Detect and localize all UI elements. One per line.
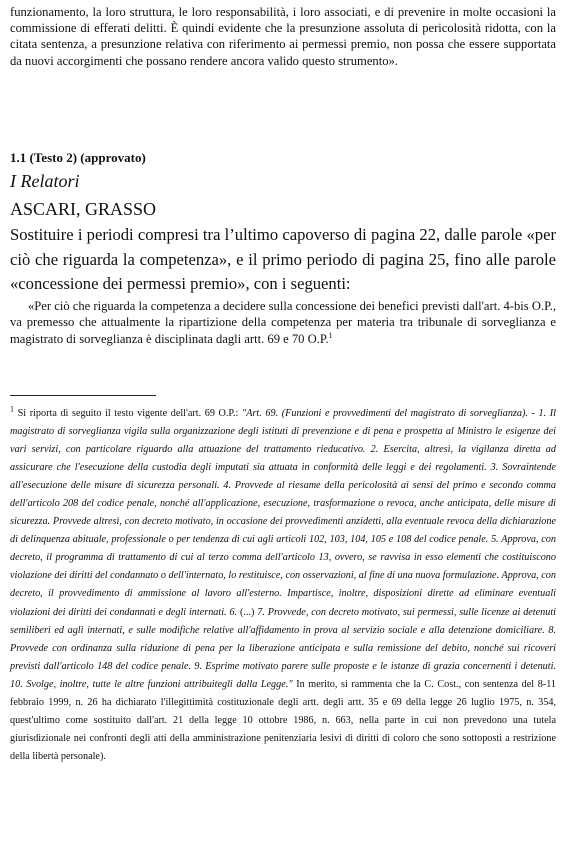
relatori-names: ASCARI, GRASSO bbox=[10, 199, 157, 219]
footnote-separator bbox=[10, 395, 156, 396]
relatori-label: I Relatori bbox=[10, 171, 80, 191]
footnote-quoted-text-continued: 7. Provvede, con decreto motivato, sui permessi, sulle licenze ai detenuti semiliberi ed agli internati, e sulle modifiche relative all'affidamento in prova al servizio sociale e alla detenzione domiciliare. 8. Provvede con ordinanza sulla riduzione di pena per la liberazione anticipata e sulla remissione del debito, nonché sui ricoveri previsti dall'articolo 148 del codice penale. 9. Esprime motivato parere sulle proposte e le istanze di grazia concernenti i detenuti. 10. Svolge, inoltre, tutte le altre funzioni attribuitegli dalla Legge." bbox=[10, 606, 557, 690]
footnote bbox=[10, 405, 556, 766]
amendment-instruction: Sostituire i periodi compresi tra l’ultimo capoverso di pagina 22, dalle parole «per ciò che riguarda la competenza», e il primo periodo di pagina 25, fino alle parole «concessione dei permessi premio», con i seguenti: bbox=[10, 225, 556, 294]
footnote-lead: Si riporta di seguito il testo vigente dell'art. 69 O.P.: bbox=[17, 408, 239, 419]
footnote-reference: 1 bbox=[328, 330, 333, 340]
intro-paragraph: funzionamento, la loro struttura, le loro responsabilità, i loro associati, e di prevenire in molte occasioni la commissione di efferati delitti. È quindi evidente che la presunzione assoluta di pericolosità ridotta, con la citata sentenza, a presunzione relativa con riferimento ai permessi premio, non possa che essere supportata da nuovi accorgimenti che possano rendere ancora valido questo strumento». bbox=[10, 5, 556, 68]
footnote-ellipsis: (...) bbox=[239, 606, 255, 618]
quoted-paragraph bbox=[10, 298, 556, 347]
section-heading: 1.1 (Testo 2) (approvato) bbox=[10, 150, 146, 165]
footnote-number: 1 bbox=[10, 404, 14, 414]
footnote-tail: In merito, si rammenta che la C. Cost., con sentenza del 8-11 febbraio 1999, n. 26 ha dichiarato l'illegittimità costituzionale degli artt. degli artt. 35 e 69 della legge 26 luglio 1975, n. 354, quest'ultimo come sostituito dall'art. 21 della legge 10 ottobre 1986, n. 663, nella parte in cui non prevedono una tutela giurisdizionale nei confronti degli atti della amministrazione penitenziaria lesivi di diritti di coloro che sono sottoposti a restrizione della libertà personale). bbox=[10, 678, 557, 762]
quoted-paragraph-text: «Per ciò che riguarda la competenza a decidere sulla concessione dei benefici previsti dall'art. 4-bis O.P., va premesso che attualmente la ripartizione della competenza per materia tra tribunale di sorveglianza e magistrato di sorveglianza è disciplinata dagli artt. 69 e 70 O.P. bbox=[10, 299, 556, 346]
footnote-quoted-text: "Art. 69. (Funzioni e provvedimenti del magistrato di sorveglianza). - 1. Il magistrato di sorveglianza vigila sulla organizzazione degli istituti di prevenzione e di pena e prospetta al Ministro le esigenze dei vari servizi, con particolare riguardo alla attuazione del trattamento rieducativo. 2. Esercita, altresì, la vigilanza diretta ad assicurare che l'esecuzione della custodia degli imputati sia attuata in conformità delle leggi e dei regolamenti. 3. Sovraintende all'esecuzione delle misure di sicurezza personali. 4. Provvede al riesame della pericolosità ai sensi del primo e secondo comma dell'articolo 208 del codice penale, nonché all'applicazione, esecuzione, trasformazione o revoca, anche anticipata, delle misure di sicurezza. Provvede altresì, con decreto motivato, in occasione dei provvedimenti anzidetti, alla eventuale revoca della dichiarazione di delinquenza abituale, professionale o per tendenza di cui agli articoli 102, 103, 104, 105 e 108 del codice penale. 5. Approva, con decreto, il programma di trattamento di cui al terzo comma dell'articolo 13, ovvero, se ravvisa in esso elementi che costituiscono violazione dei diritti del condannato o dell'internato, lo restituisce, con osservazioni, al fine di una nuova formulazione. Approva, con decreto, il provvedimento di ammissione al lavoro all'esterno. Impartisce, inoltre, disposizioni dirette ad eliminare eventuali violazioni dei diritti dei condannati e degli internati. 6. bbox=[10, 408, 556, 618]
